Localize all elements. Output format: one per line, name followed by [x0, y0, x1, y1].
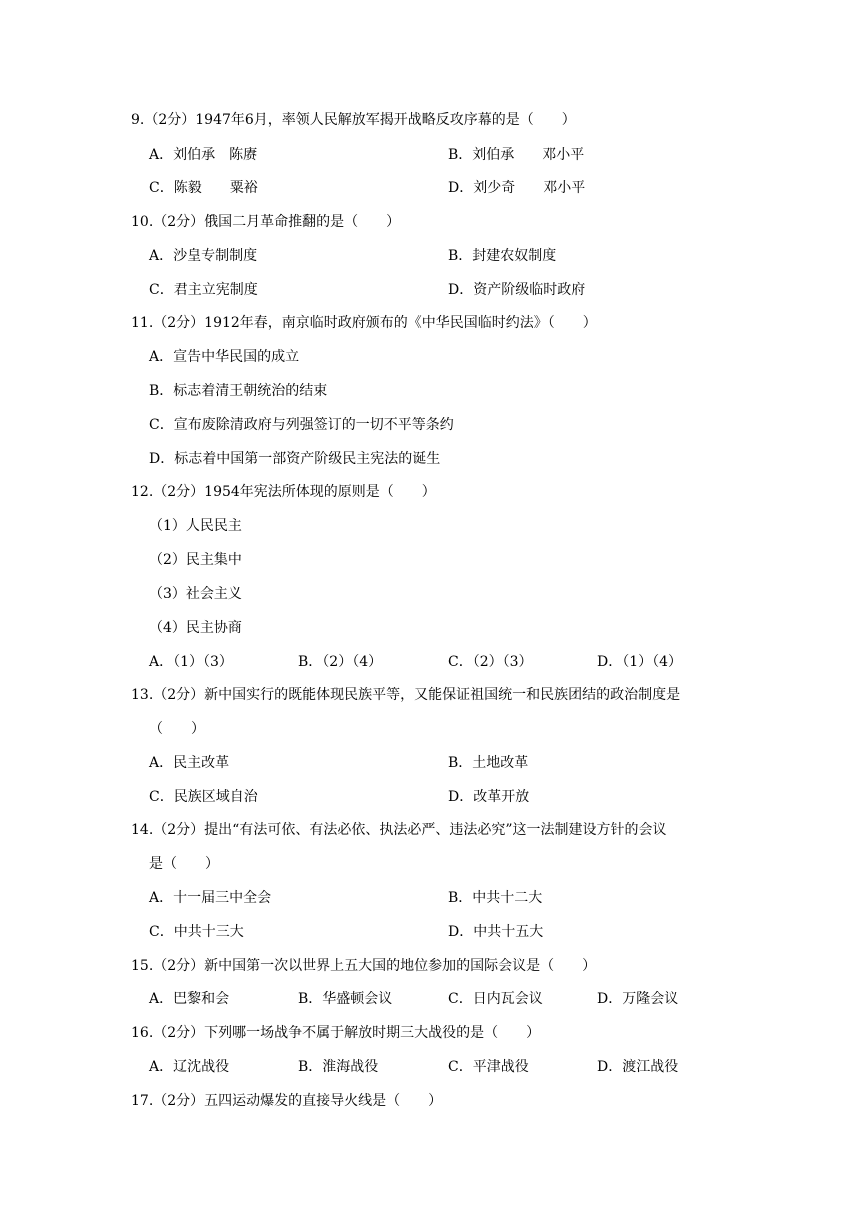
question-13-option-d: D．改革开放: [448, 789, 530, 805]
question-14-option-c: C．中共十三大: [149, 924, 244, 940]
question-12-item-2: （2）民主集中: [149, 552, 242, 568]
question-12-item-1: （1）人民民主: [149, 518, 242, 534]
question-14-option-b: B．中共十二大: [448, 890, 543, 906]
question-16-option-a: A．辽沈战役: [149, 1059, 230, 1075]
question-10-stem: 10.（2分）俄国二月革命推翻的是（ ）: [131, 214, 401, 230]
question-12-stem: 12.（2分）1954年宪法所体现的原则是（ ）: [131, 484, 436, 500]
question-17-stem: 17.（2分）五四运动爆发的直接导火线是（ ）: [131, 1093, 443, 1109]
question-13-stem: 13.（2分）新中国实行的既能体现民族平等，又能保证祖国统一和民族团结的政治制度是: [131, 687, 681, 703]
question-12-item-3: （3）社会主义: [149, 586, 242, 602]
question-11-option-a: A．宣告中华民国的成立: [149, 349, 300, 365]
question-15-option-b: B．华盛顿会议: [298, 991, 393, 1007]
question-9-stem: 9.（2分）1947年6月，率领人民解放军揭开战略反攻序幕的是（ ）: [131, 112, 576, 128]
question-16-option-b: B．淮海战役: [298, 1059, 379, 1075]
question-11-stem: 11.（2分）1912年春，南京临时政府颁布的《中华民国临时约法》（ ）: [131, 315, 597, 331]
question-11-option-d: D．标志着中国第一部资产阶级民主宪法的诞生: [149, 451, 441, 467]
question-13-option-c: C．民族区域自治: [149, 789, 258, 805]
question-14-option-d: D．中共十五大: [448, 924, 544, 940]
question-13-option-a: A．民主改革: [149, 755, 230, 771]
question-10-option-c: C．君主立宪制度: [149, 282, 258, 298]
question-15-option-a: A．巴黎和会: [149, 991, 230, 1007]
question-16-stem: 16.（2分）下列哪一场战争不属于解放时期三大战役的是（ ）: [131, 1025, 541, 1041]
question-13-stem-continued: （ ）: [149, 721, 205, 737]
question-13-option-b: B．土地改革: [448, 755, 529, 771]
question-15-stem: 15.（2分）新中国第一次以世界上五大国的地位参加的国际会议是（ ）: [131, 958, 597, 974]
question-12-option-d: D．（1）（4）: [597, 654, 683, 670]
question-14-option-a: A．十一届三中全会: [149, 890, 272, 906]
question-12-option-a: A．（1）（3）: [149, 654, 233, 670]
question-11-option-c: C．宣布废除清政府与列强签订的一切不平等条约: [149, 417, 454, 433]
question-9-option-b: B．刘伯承 邓小平: [448, 147, 585, 163]
question-15-option-c: C．日内瓦会议: [448, 991, 543, 1007]
question-16-option-d: D．渡江战役: [597, 1059, 679, 1075]
question-14-stem: 14.（2分）提出“有法可依、有法必依、执法必严、违法必究”这一法制建设方针的会议: [131, 822, 667, 838]
question-15-option-d: D．万隆会议: [597, 991, 679, 1007]
question-9-option-a: A．刘伯承 陈赓: [149, 147, 258, 163]
question-16-option-c: C．平津战役: [448, 1059, 529, 1075]
question-10-option-d: D．资产阶级临时政府: [448, 282, 586, 298]
question-12-item-4: （4）民主协商: [149, 620, 242, 636]
question-11-option-b: B．标志着清王朝统治的结束: [149, 383, 328, 399]
question-9-option-c: C．陈毅 粟裕: [149, 180, 258, 196]
question-14-stem-continued: 是（ ）: [149, 856, 219, 872]
question-9-option-d: D．刘少奇 邓小平: [448, 180, 586, 196]
question-10-option-a: A．沙皇专制制度: [149, 248, 258, 264]
question-12-option-b: B．（2）（4）: [298, 654, 383, 670]
question-12-option-c: C．（2）（3）: [448, 654, 533, 670]
question-10-option-b: B．封建农奴制度: [448, 248, 557, 264]
